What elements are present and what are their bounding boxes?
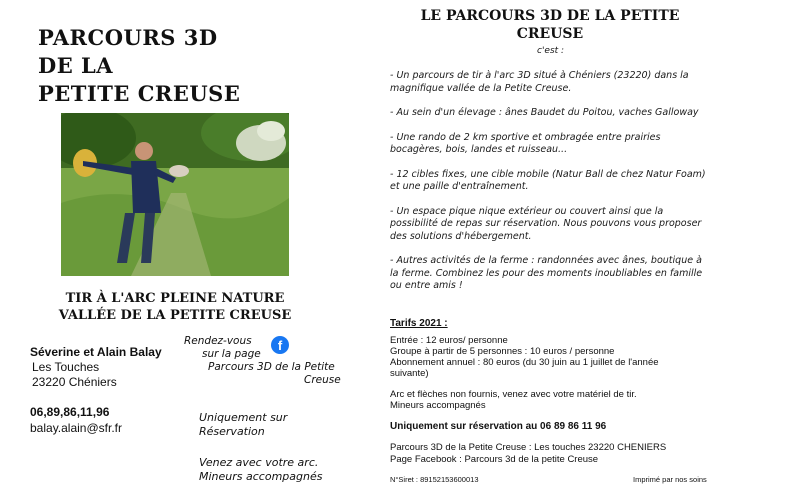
feature-item: - 12 cibles fixes, une cible mobile (Natur Ball de chez Natur Foam) et une paille d'entraînement. bbox=[390, 168, 706, 192]
contact-block bbox=[30, 345, 162, 390]
facebook-invite bbox=[178, 335, 343, 387]
features-list bbox=[390, 70, 708, 305]
feature-item: - Au sein d'un élevage : ânes Baudet du Poitou, vaches Galloway bbox=[390, 107, 699, 118]
title-line-1: PARCOURS 3D bbox=[38, 25, 218, 50]
archer-photo-illustration bbox=[61, 113, 289, 276]
footer-info bbox=[390, 442, 730, 466]
phone-number: 06,89,86,11,96 bbox=[30, 405, 110, 419]
subtitle-line-1: TIR À L'ARC PLEINE NATURE bbox=[65, 291, 285, 306]
equipment-line: Mineurs accompagnés bbox=[390, 400, 486, 411]
phone-email-block bbox=[30, 404, 122, 436]
contact-address-2: 23220 Chéniers bbox=[32, 375, 117, 389]
feature-item: - Un espace pique nique extérieur ou couvert ainsi que la possibilité de repas sur réservation. Nous pouvons vous proposer des solutions d'hébergement. bbox=[390, 205, 702, 242]
equipment-line: Arc et flèches non fournis, venez avec votre matériel de tir. bbox=[390, 389, 637, 400]
bring-bow-line-1: Venez avec votre arc. bbox=[199, 456, 319, 469]
contact-name: Séverine et Alain Balay bbox=[30, 345, 162, 359]
feature-item: - Autres activités de la ferme : randonnées avec ânes, boutique à la ferme. Combinez les pour des moments inoubliables en famille ou entre amis ! bbox=[390, 255, 703, 291]
contact-address-1: Les Touches bbox=[32, 360, 100, 374]
printed-note: Imprimé par nos soins bbox=[633, 475, 707, 484]
email-address[interactable]: balay.alain@sfr.fr bbox=[30, 421, 122, 435]
reservation-note bbox=[199, 411, 287, 439]
equipment-note bbox=[390, 389, 710, 411]
cest-label: c'est : bbox=[537, 46, 565, 56]
facebook-icon[interactable]: f bbox=[271, 336, 289, 354]
right-title bbox=[360, 7, 740, 43]
right-title-line-2: CREUSE bbox=[516, 26, 584, 42]
reservation-phone: Uniquement sur réservation au 06 89 86 11 96 bbox=[390, 421, 607, 432]
tarif-line: Abonnement annuel : 80 euros (du 30 juin au 1 juillet de l'année bbox=[390, 357, 659, 368]
subtitle-line-2: VALLÉE DE LA PETITE CREUSE bbox=[58, 308, 292, 323]
right-title-line-1: LE PARCOURS 3D DE LA PETITE bbox=[420, 8, 680, 24]
tarifs-list bbox=[390, 335, 710, 379]
bring-bow-note bbox=[199, 456, 322, 484]
archer-photo bbox=[61, 113, 289, 276]
rdv-line-1: Rendez-vous bbox=[184, 335, 252, 347]
bring-bow-line-2: Mineurs accompagnés bbox=[199, 470, 323, 483]
rdv-line-3: Parcours 3D de la Petite bbox=[208, 361, 335, 373]
title-line-2: DE LA bbox=[38, 53, 114, 78]
feature-item: - Un parcours de tir à l'arc 3D situé à Chéniers (23220) dans la magnifique vallée de la Petite Creuse. bbox=[390, 70, 689, 94]
tarifs-title: Tarifs 2021 : bbox=[390, 318, 448, 329]
page-title bbox=[38, 24, 338, 108]
footer-address: Parcours 3D de la Petite Creuse : Les touches 23220 CHENIERS bbox=[390, 442, 667, 453]
siret-number: N°Siret : 89152153600013 bbox=[390, 475, 479, 484]
rdv-line-2: sur la page bbox=[202, 348, 261, 360]
tarif-line: Entrée : 12 euros/ personne bbox=[390, 335, 508, 346]
footer-facebook: Page Facebook : Parcours 3d de la petite Creuse bbox=[390, 454, 599, 465]
subtitle bbox=[40, 290, 310, 324]
tarif-line: Groupe à partir de 5 personnes : 10 euros / personne bbox=[390, 346, 615, 357]
feature-item: - Une rando de 2 km sportive et ombragée entre prairies bocagères, bois, landes et ruisseau... bbox=[390, 131, 661, 155]
title-line-3: PETITE CREUSE bbox=[38, 81, 241, 106]
reservation-note-line-1: Uniquement sur bbox=[199, 411, 288, 424]
reservation-note-line-2: Réservation bbox=[199, 425, 265, 438]
rdv-line-4: Creuse bbox=[304, 374, 341, 386]
tarif-line: suivante) bbox=[390, 368, 429, 379]
